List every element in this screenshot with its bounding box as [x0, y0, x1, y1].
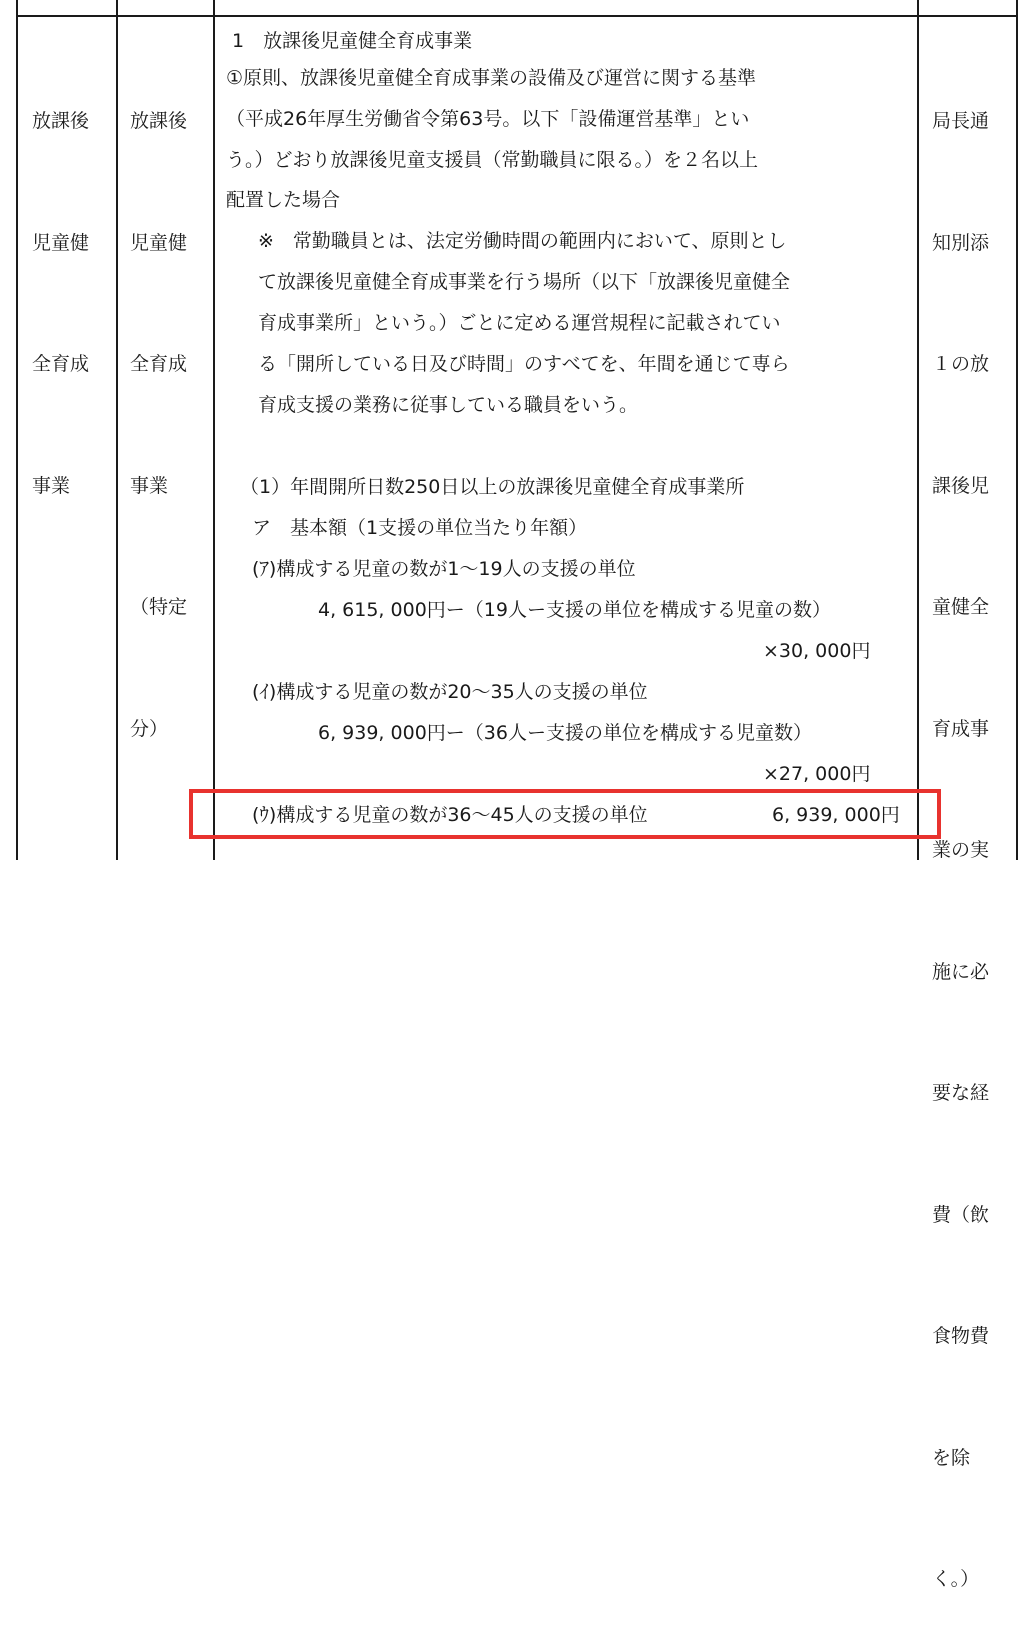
note-line: る「開所している日及び時間」のすべてを、年間を通じて専ら: [258, 353, 790, 375]
item-heading: ア 基本額（1支援の単位当たり年額）: [252, 517, 588, 539]
sub-project-column: [130, 20, 187, 790]
remarks-line: 要な経: [932, 1082, 990, 1104]
column-divider-1: [116, 0, 118, 860]
sub-project-line: 事業: [130, 474, 169, 497]
remarks-line: 局長通: [932, 110, 990, 132]
highlighted-amount: 6, 939, 000円: [772, 804, 900, 826]
formula-line: 4, 615, 000円ー（19人ー支援の単位を構成する児童の数）: [318, 599, 831, 621]
sub-project-line: （特定: [130, 596, 188, 618]
section-heading: 1 放課後児童健全育成事業: [232, 30, 473, 52]
text-line: う。）どおり放課後児童支援員（常勤職員に限る。）を２名以上: [226, 149, 759, 171]
table-left-border: [16, 0, 18, 860]
formula-line: ×27, 000円: [763, 763, 871, 785]
remarks-line: 知別添: [932, 231, 990, 254]
remarks-line: １の放: [932, 353, 990, 375]
subsection-heading: （1）年間開所日数250日以上の放課後児童健全育成事業所: [240, 476, 745, 498]
project-name-line: 事業: [32, 474, 71, 497]
column-divider-2: [213, 0, 215, 860]
project-name-line: 全育成: [32, 353, 90, 375]
text-line: （平成26年厚生労働省令第63号。以下「設備運営基準」とい: [226, 108, 750, 130]
note-line: 育成事業所」という。）ごとに定める運営規程に記載されてい: [258, 312, 781, 334]
remarks-line: 食物費: [932, 1325, 990, 1347]
formula-line: 6, 939, 000円ー（36人ー支援の単位を構成する児童数）: [318, 722, 812, 744]
note-line: ※ 常勤職員とは、法定労働時間の範囲内において、原則とし: [258, 230, 787, 252]
text-line: ①原則、放課後児童健全育成事業の設備及び運営に関する基準: [226, 67, 757, 89]
text-line: 配置した場合: [226, 189, 341, 211]
formula-line: ×30, 000円: [763, 640, 871, 662]
sub-project-line: 児童健: [130, 231, 188, 254]
remarks-line: を除: [932, 1446, 971, 1469]
tier-line: (ｲ)構成する児童の数が20～35人の支援の単位: [252, 681, 648, 703]
sub-project-line: 放課後: [130, 110, 188, 132]
remarks-line: 育成事: [932, 717, 990, 740]
highlighted-tier-line: (ｳ)構成する児童の数が36～45人の支援の単位: [252, 804, 648, 826]
tier-line: (ｱ)構成する児童の数が1～19人の支援の単位: [252, 558, 636, 580]
sub-project-line: 分）: [130, 717, 169, 740]
sub-project-line: 全育成: [130, 353, 188, 375]
table-right-border: [1016, 0, 1018, 860]
remarks-line: 業の実: [932, 839, 990, 861]
remarks-line: 童健全: [932, 596, 990, 618]
remarks-line: 課後児: [932, 474, 990, 497]
column-divider-3: [917, 0, 919, 860]
note-line: 育成支援の業務に従事している職員をいう。: [258, 394, 639, 416]
project-name-column: [32, 20, 89, 547]
red-highlight-box: [189, 789, 941, 839]
remarks-line: 施に必: [932, 960, 990, 983]
project-name-line: 児童健: [32, 231, 90, 254]
project-name-line: 放課後: [32, 110, 90, 132]
table-top-border: [16, 15, 1018, 17]
remarks-line: 費（飲: [932, 1203, 990, 1226]
remarks-line: く。）: [932, 1568, 980, 1590]
note-line: て放課後児童健全育成事業を行う場所（以下「放課後児童健全: [258, 271, 791, 293]
